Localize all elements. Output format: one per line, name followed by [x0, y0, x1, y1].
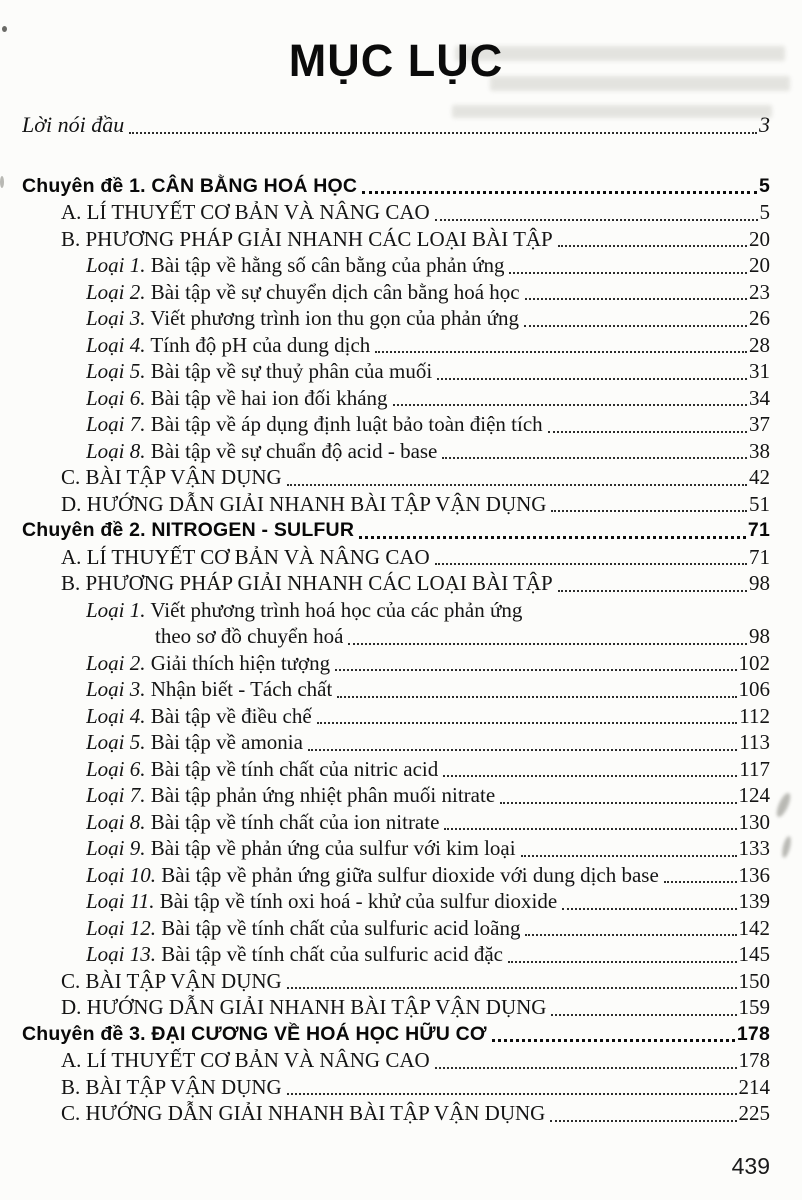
toc-entry-loai [22, 279, 770, 306]
dotted-leader [442, 457, 747, 459]
entry-label: D. HƯỚNG DẪN GIẢI NHANH BÀI TẬP VẬN DỤNG [61, 995, 547, 1019]
entry-label: B. BÀI TẬP VẬN DỤNG [61, 1074, 282, 1099]
entry-text [61, 994, 546, 1021]
entry-page-number: 26 [749, 306, 770, 330]
entry-text [86, 385, 388, 412]
entry-text [86, 915, 520, 942]
entry-text [86, 305, 519, 332]
entry-label: Bài tập về phản ứng của sulfur với kim loại [150, 836, 516, 860]
entry-page-number: 51 [749, 491, 770, 516]
entry-text [61, 226, 553, 253]
toc-entry-loai [22, 835, 770, 862]
dotted-leader [435, 219, 758, 221]
entry-text [22, 1021, 487, 1048]
entry-label: C. BÀI TẬP VẬN DỤNG [61, 465, 282, 489]
entry-page-number: 117 [739, 756, 770, 781]
entry-text [86, 411, 543, 438]
entry-number-prefix: Loại 7. [86, 412, 146, 436]
entry-text [86, 835, 516, 862]
entry-page-number: 23 [749, 279, 770, 304]
entry-page-number: 142 [738, 915, 770, 940]
entry-page-number: 71 [749, 544, 770, 569]
toc-entry-loai [22, 782, 770, 809]
entry-number-prefix: Loại 6. [86, 385, 146, 410]
entry-text [86, 809, 439, 836]
entry-page-number: 130 [738, 809, 770, 834]
entry-label: Bài tập về sự chuẩn độ acid - base [150, 438, 438, 463]
toc-entry-loai [22, 941, 770, 968]
entry-page-number: 37 [749, 412, 770, 436]
entry-text [61, 491, 546, 518]
toc-entry-section [22, 226, 770, 253]
entry-label: Lời nói đầu [22, 112, 125, 137]
dotted-leader [359, 536, 746, 539]
entry-label: B. PHƯƠNG PHÁP GIẢI NHANH CÁC LOẠI BÀI TẬP [61, 571, 553, 595]
entry-page-number: 150 [738, 968, 770, 993]
entry-number-prefix: Loại 5. [86, 730, 146, 754]
toc-entry-section [22, 491, 770, 518]
entry-label: A. LÍ THUYẾT CƠ BẢN VÀ NÂNG CAO [61, 544, 430, 569]
entry-text [86, 888, 557, 915]
dotted-leader [129, 132, 757, 134]
entry-number-prefix: Loại 8. [86, 438, 146, 463]
entry-page-number: 20 [749, 253, 770, 277]
toc-entry-loai [22, 862, 770, 889]
toc-entry-section [22, 464, 770, 491]
dotted-leader [393, 404, 747, 406]
entry-label: Bài tập về hằng số cân bằng của phản ứng [150, 253, 505, 277]
entry-page-number: 28 [749, 332, 770, 357]
entry-page-number: 113 [739, 730, 770, 754]
entry-label: theo sơ đồ chuyển hoá [155, 624, 344, 648]
dotted-leader [525, 934, 736, 936]
entry-text [86, 941, 503, 968]
dotted-leader [362, 191, 757, 194]
toc-entry-chapter [22, 1021, 770, 1048]
entry-label: Bài tập về tính chất của sulfuric acid đặc [161, 942, 503, 966]
entry-label: Tính độ pH của dung dịch [150, 332, 371, 357]
entry-text [86, 703, 312, 730]
toc-entry-loai [22, 597, 770, 624]
dotted-leader [437, 378, 747, 380]
entry-text [86, 676, 332, 703]
entry-number-prefix: Loại 8. [86, 809, 146, 834]
entry-text [86, 332, 370, 359]
entry-text [86, 729, 303, 756]
entry-number-prefix: Loại 11. [86, 889, 155, 913]
dotted-leader [375, 351, 747, 353]
dotted-leader [287, 1093, 737, 1095]
dotted-leader [337, 696, 736, 698]
dotted-leader [508, 961, 737, 963]
toc-entry-loai [22, 305, 770, 332]
entry-page-number: 178 [738, 1048, 770, 1072]
dotted-leader [548, 431, 747, 433]
entry-label: Bài tập về tính chất của nitric acid [150, 756, 439, 781]
entry-page-number: 139 [738, 889, 770, 913]
entry-number-prefix: Loại 3. [86, 677, 146, 701]
folio-page-number: 439 [731, 1152, 770, 1179]
entry-label: Chuyên đề 1. CÂN BẰNG HOÁ HỌC [22, 174, 358, 197]
toc-entry-preface [22, 112, 770, 139]
entry-page-number: 31 [749, 359, 770, 383]
entry-text [86, 782, 495, 809]
entry-label: Bài tập về sự thuỷ phân của muối [150, 359, 433, 383]
toc-entry-loai [22, 438, 770, 465]
dotted-leader [521, 855, 737, 857]
entry-number-prefix: Loại 12. [86, 915, 157, 940]
entry-label: Viết phương trình hoá học của các phản ứng [150, 597, 523, 622]
dotted-leader [317, 722, 738, 724]
entry-number-prefix: Loại 6. [86, 756, 146, 781]
toc-entry-loai [22, 888, 770, 915]
entry-text [86, 279, 520, 306]
dotted-leader [287, 987, 737, 989]
toc-entry-loai [22, 385, 770, 412]
toc-entry-loai [22, 915, 770, 942]
entry-text [61, 1100, 545, 1127]
entry-page-number: 20 [749, 226, 770, 251]
entry-number-prefix: Loại 1. [86, 253, 146, 277]
entry-label: Chuyên đề 2. NITROGEN - SULFUR [22, 519, 355, 541]
toc-entry-loai [22, 703, 770, 730]
entry-text [86, 650, 330, 677]
entry-label: Bài tập về phản ứng giữa sulfur dioxide với dung dịch base [161, 862, 659, 887]
entry-page-number: 225 [738, 1101, 770, 1125]
entry-text [86, 438, 437, 465]
dotted-leader [435, 1067, 737, 1069]
entry-label: Giải thích hiện tượng [150, 650, 331, 675]
entry-page-number: 214 [738, 1074, 770, 1099]
entry-text [86, 597, 522, 624]
toc-entry-loai [22, 809, 770, 836]
entry-label: A. LÍ THUYẾT CƠ BẢN VÀ NÂNG CAO [61, 1048, 430, 1072]
entry-number-prefix: Loại 3. [86, 306, 146, 330]
entry-number-prefix: Loại 10. [86, 862, 157, 887]
dotted-leader [348, 643, 747, 645]
entry-text [61, 544, 430, 571]
dotted-leader [444, 828, 736, 830]
entry-page-number: 145 [738, 942, 770, 966]
entry-text [86, 756, 438, 783]
dotted-leader [562, 908, 736, 910]
entry-page-number: 71 [747, 519, 770, 541]
dotted-leader [664, 881, 737, 883]
entry-page-number: 133 [738, 836, 770, 860]
toc-entry-section [22, 1100, 770, 1127]
toc-entry-section [22, 1047, 770, 1074]
toc-entry-chapter [22, 517, 770, 544]
entry-page-number: 124 [738, 783, 770, 807]
entry-text [61, 464, 282, 491]
entry-number-prefix: Loại 1. [86, 597, 146, 622]
entry-label: C. BÀI TẬP VẬN DỤNG [61, 968, 282, 993]
entry-page-number: 112 [739, 703, 770, 728]
entry-number-prefix: Loại 2. [86, 279, 146, 304]
toc-entry-loai [22, 411, 770, 438]
entry-text [86, 862, 659, 889]
entry-number-prefix: Loại 9. [86, 836, 146, 860]
entry-page-number: 136 [738, 862, 770, 887]
entry-number-prefix: Loại 7. [86, 783, 146, 807]
entry-label: Chuyên đề 3. ĐẠI CƯƠNG VỀ HOÁ HỌC HỮU CƠ [22, 1022, 487, 1045]
dotted-leader [500, 802, 736, 804]
toc-entry-loai [22, 252, 770, 279]
dotted-leader [435, 563, 747, 565]
toc-entry-section [22, 968, 770, 995]
entry-page-number: 42 [749, 465, 770, 489]
entry-text [155, 623, 343, 650]
toc-entry-loai [22, 676, 770, 703]
entry-label: Bài tập về điều chế [150, 703, 312, 728]
toc-entry-loai [22, 650, 770, 677]
entry-page-number: 34 [749, 385, 770, 410]
dotted-leader [335, 669, 736, 671]
entry-number-prefix: Loại 2. [86, 650, 146, 675]
entry-page-number: 98 [749, 571, 770, 595]
toc-entry-loai [22, 729, 770, 756]
entry-number-prefix: Loại 13. [86, 942, 157, 966]
toc-entry-section [22, 994, 770, 1021]
entry-number-prefix: Loại 4. [86, 703, 146, 728]
entry-label: Bài tập về tính chất của sulfuric acid loãng [161, 915, 521, 940]
entry-text [61, 199, 430, 226]
entry-text [22, 517, 354, 544]
toc-entry-section [22, 570, 770, 597]
toc-entry-section [22, 1074, 770, 1101]
toc-list [22, 173, 770, 1127]
dotted-leader [525, 298, 747, 300]
entry-page-number: 5 [759, 200, 770, 224]
entry-text [61, 1074, 282, 1101]
page-title: MỤC LỤC [288, 35, 504, 86]
entry-text [86, 252, 504, 279]
toc-entry-chapter [22, 173, 770, 200]
entry-label: Bài tập về tính oxi hoá - khử của sulfur dioxide [159, 889, 558, 913]
entry-page-number: 98 [749, 624, 770, 648]
entry-label: Bài tập về hai ion đối kháng [150, 385, 388, 410]
toc-entry-loai [22, 332, 770, 359]
dotted-leader [492, 1039, 735, 1042]
toc-entry-loai [22, 358, 770, 385]
entry-label: B. PHƯƠNG PHÁP GIẢI NHANH CÁC LOẠI BÀI TẬP [61, 226, 553, 251]
dotted-leader [524, 325, 747, 327]
entry-label: Bài tập về áp dụng định luật bảo toàn điện tích [150, 412, 543, 436]
entry-text [61, 570, 553, 597]
dotted-leader [558, 245, 747, 247]
entry-label: Bài tập về tính chất của ion nitrate [150, 809, 440, 834]
entry-text [22, 173, 357, 200]
entry-page-number: 3 [759, 112, 770, 137]
entry-label: Nhận biết - Tách chất [150, 677, 333, 701]
entry-label: Viết phương trình ion thu gọn của phản ứng [150, 306, 519, 330]
entry-number-prefix: Loại 5. [86, 359, 146, 383]
entry-text [86, 358, 432, 385]
entry-label: Bài tập về sự chuyển dịch cân bằng hoá học [150, 279, 520, 304]
entry-page-number: 178 [736, 1022, 770, 1045]
dotted-leader [550, 1120, 736, 1122]
entry-label: A. LÍ THUYẾT CƠ BẢN VÀ NÂNG CAO [61, 200, 430, 224]
toc-entry-section [22, 199, 770, 226]
toc-entry-continuation [22, 623, 770, 650]
dotted-leader [509, 272, 747, 274]
entry-page-number: 5 [758, 174, 770, 197]
entry-page-number: 159 [738, 995, 770, 1019]
entry-text [61, 1047, 430, 1074]
dotted-leader [287, 484, 747, 486]
dotted-leader [308, 749, 737, 751]
toc-entry-loai [22, 756, 770, 783]
dotted-leader [443, 775, 737, 777]
entry-label: Bài tập về amonia [150, 730, 303, 754]
entry-number-prefix: Loại 4. [86, 332, 146, 357]
dotted-leader [551, 510, 747, 512]
entry-page-number: 38 [749, 438, 770, 463]
entry-label: D. HƯỚNG DẪN GIẢI NHANH BÀI TẬP VẬN DỤNG [61, 491, 547, 516]
entry-label: C. HƯỚNG DẪN GIẢI NHANH BÀI TẬP VẬN DỤNG [61, 1101, 546, 1125]
entry-text [61, 968, 282, 995]
toc-entry-section [22, 544, 770, 571]
entry-page-number: 106 [738, 677, 770, 701]
entry-page-number: 102 [738, 650, 770, 675]
entry-label: Bài tập phản ứng nhiệt phân muối nitrate [150, 783, 496, 807]
dotted-leader [551, 1014, 736, 1016]
dotted-leader [558, 590, 747, 592]
